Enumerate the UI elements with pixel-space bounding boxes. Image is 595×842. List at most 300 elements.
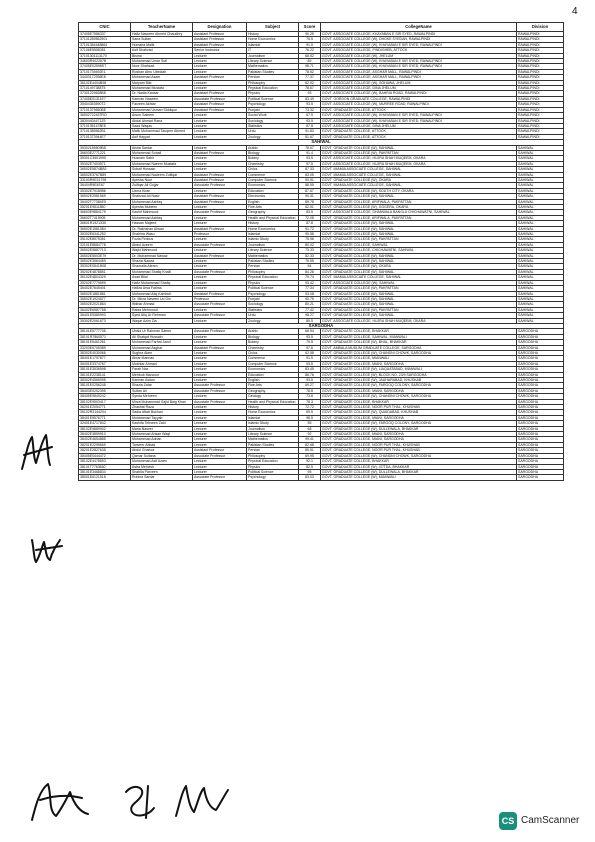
cell-score: 75.96 — [299, 237, 321, 242]
margin-signature-lower — [26, 532, 66, 568]
cell-teacher-name: Muhammad Asam — [131, 75, 193, 80]
cell-subject: Biology — [247, 334, 299, 339]
cell-cnic: 36402T77384E5 — [79, 199, 131, 204]
cell-score: 93.5 — [299, 378, 321, 383]
cell-teacher-name: Mehbub Manzoor — [131, 372, 193, 377]
cell-cnic: 36201E2054771 — [79, 405, 131, 410]
cell-designation: Lecturer — [193, 350, 247, 355]
cell-score: 62.58 — [299, 350, 321, 355]
cell-designation: Lecturer — [193, 59, 247, 64]
cell-subject: Islamic Study — [247, 421, 299, 426]
cell-designation: Lecturer — [193, 129, 247, 134]
cell-division: SARGODHA — [517, 437, 564, 442]
cell-cnic: 32401E4717842 — [79, 421, 131, 426]
cell-teacher-name: Dr. Rakhshan Ahsan — [131, 226, 193, 231]
cell-division: SARGODHA — [517, 372, 564, 377]
cell-cnic: 36502E3767B89 — [79, 172, 131, 177]
cell-subject: Philosophy — [247, 269, 299, 274]
cell-designation: Associate Professor — [193, 96, 247, 101]
cell-college-name: GOVT. GRADUATE COLLEGE, ATTOCK — [321, 134, 517, 139]
cell-teacher-name: Maria Naseer — [131, 426, 193, 431]
cell-division: RAWALPINDI — [517, 113, 564, 118]
cell-teacher-name: Asba Mehvish — [131, 464, 193, 469]
cell-cnic: 37101354448864 — [79, 42, 131, 47]
cell-subject: Mathematics — [247, 437, 299, 442]
cell-score: 87.5 — [299, 123, 321, 128]
cell-division: RAWALPINDI — [517, 102, 564, 107]
cell-cnic: 36502E5503E79 — [79, 253, 131, 258]
cell-designation: Associate Professor — [193, 399, 247, 404]
cell-subject: Sociology — [247, 118, 299, 123]
cell-designation: Lecturer — [193, 280, 247, 285]
cell-subject: Computer Science — [247, 177, 299, 182]
cell-subject: Home Economics — [247, 226, 299, 231]
cell-college-name: GOVT. GRADUATE COLLEGE (W), LIAQUATABAD, MIANWALI — [321, 367, 517, 372]
cell-college-name: GOVT. ASSOCIATE COLLEGE, HUJRA SHAH MUQEEM, OKARA — [321, 161, 517, 166]
cell-college-name: GOVT. GRADUATE COLLEGE (W), MIANWALI — [321, 475, 517, 480]
cell-cnic: 38101E3468834 — [79, 469, 131, 474]
cell-score: 91.83 — [299, 129, 321, 134]
cell-cnic: 36502E1881881 — [79, 291, 131, 296]
cell-teacher-name: Muhammad Umar Sufi — [131, 59, 193, 64]
cell-teacher-name: Mirza Muhammad Sajid Baig Khan — [131, 399, 193, 404]
header-college-name: CollegeName — [321, 23, 517, 32]
cell-division: SAHIWAL — [517, 221, 564, 226]
cell-college-name: GOVT. GRADUATE COLLEGE, MIANI, SARGODHA — [321, 388, 517, 393]
cell-subject: Pakistan Studies — [247, 442, 299, 447]
cell-designation: Lecturer — [193, 340, 247, 345]
cell-cnic: 36502E1581084 — [79, 226, 131, 231]
cell-subject: Commerce — [247, 172, 299, 177]
cell-cnic: 38201E2295669 — [79, 442, 131, 447]
cell-score: 91.5 — [299, 356, 321, 361]
cell-division: RAWALPINDI — [517, 96, 564, 101]
cell-designation: Assistant Professor — [193, 226, 247, 231]
cell-score: 93.5 — [299, 118, 321, 123]
cell-score: 82.5 — [299, 464, 321, 469]
cell-teacher-name: Muhammad Asghar — [131, 345, 193, 350]
cell-subject: English — [247, 199, 299, 204]
cell-college-name: GOVT. GRADUATE COLLEGE (W), BHAL, BHAKKAR — [321, 340, 517, 345]
cell-college-name: GOVT. GRADUATE COLLEGE, MIANI, SARGODHA — [321, 361, 517, 366]
cell-division: SARGODHA — [517, 405, 564, 410]
cell-cnic: 38201E2827635 — [79, 448, 131, 453]
cell-cnic: 38402E3859910 — [79, 432, 131, 437]
cell-division: SARGODHA — [517, 345, 564, 350]
cell-designation: Senior Instructor — [193, 48, 247, 53]
cell-division: SARGODHA — [517, 383, 564, 388]
cell-college-name: GOVT. ASSOCIATE COLLEGE, KHAYABAN E SIR SYED, RAWALPINDI — [321, 32, 517, 37]
cell-division: RAWALPINDI — [517, 64, 564, 69]
cell-designation: Assistant Professor — [193, 91, 247, 96]
cell-college-name: GOVT. GRADUATE COLLEGE, ATTOCK — [321, 129, 517, 134]
cell-subject: Mathematics — [247, 64, 299, 69]
cell-cnic: 35201E9811850 — [79, 205, 131, 210]
cell-cnic: 38102E9503417 — [79, 399, 131, 404]
cell-division: SAHIWAL — [517, 259, 564, 264]
cell-teacher-name: Roshan Abru Ubeidah — [131, 69, 193, 74]
cell-teacher-name: Muhammad Usman Siddique — [131, 107, 193, 112]
cell-division: RAWALPINDI — [517, 48, 564, 53]
cell-division: SAHIWAL — [517, 318, 564, 323]
cell-score: 79.5 — [299, 340, 321, 345]
cell-designation: Lecturer — [193, 123, 247, 128]
cell-division: SARGODHA — [517, 367, 564, 372]
cell-designation: Lecturer — [193, 405, 247, 410]
cell-cnic: 37101351478E5 — [79, 123, 131, 128]
cell-cnic: 36502E5887713 — [79, 248, 131, 253]
cell-teacher-name: Sadia Aftab Bukhari — [131, 410, 193, 415]
cell-designation: Lecturer — [193, 286, 247, 291]
cell-cnic: 36102E4404B08 — [79, 80, 131, 85]
cell-score: 78.67 — [299, 86, 321, 91]
cell-cnic: 35302E7403571 — [79, 161, 131, 166]
cell-designation: Assistant Professor — [193, 253, 247, 258]
cell-division: SAHIWAL — [517, 242, 564, 247]
cell-subject: Physical Education — [247, 275, 299, 280]
cell-subject: Psychology — [247, 102, 299, 107]
cell-score: 85.51 — [299, 448, 321, 453]
cell-subject: Journalism — [247, 426, 299, 431]
cell-division: SAHIWAL — [517, 161, 564, 166]
cell-subject: Islamiat — [247, 232, 299, 237]
cell-designation: Assistant Professor — [193, 194, 247, 199]
cell-score: 98.5 — [299, 415, 321, 420]
cell-cnic: 37101373944E7 — [79, 134, 131, 139]
cell-designation: Lecturer — [193, 80, 247, 85]
cell-college-name: GOVT. GRADUATE COLLEGE, ARIFWALA, PAKPATTAN — [321, 215, 517, 220]
cell-score: 78.67 — [299, 145, 321, 150]
cell-designation: Associate Professor — [193, 453, 247, 458]
cell-subject: History — [247, 221, 299, 226]
cell-subject: Journalism — [247, 53, 299, 58]
cell-teacher-name: Rabia Mehmood — [131, 307, 193, 312]
cell-division: SARGODHA — [517, 464, 564, 469]
cell-designation: Assistant Professor — [193, 37, 247, 42]
cell-cnic: 37405E7586337 — [79, 32, 131, 37]
cell-subject: Urdu — [247, 313, 299, 318]
cell-score: 79.74 — [299, 275, 321, 280]
cell-college-name: GOVT. ASSOCIATE COLLEGE (W), KHAYABAN E SIR SYED, RAWALPINDI — [321, 118, 517, 123]
cell-cnic: 36402E6587758 — [79, 307, 131, 312]
cell-score: 91.72 — [299, 226, 321, 231]
cell-score: 93.08 — [299, 291, 321, 296]
cell-designation: Lecturer — [193, 426, 247, 431]
cell-cnic: 35202E4878851 — [79, 269, 131, 274]
cell-designation: Lecturer — [193, 437, 247, 442]
cell-teacher-name: Muhammad Tayyab — [131, 415, 193, 420]
cell-college-name: GOVT. IMAMIA ASSOCIATE COLLEGE, SAHIWAL — [321, 183, 517, 188]
cell-designation: Lecturer — [193, 69, 247, 74]
cell-subject: Zoology — [247, 318, 299, 323]
cell-college-name: GOVT. GRADUATE COLLEGE (W), JAUHARABAD, KHUSHAB — [321, 378, 517, 383]
cell-college-name: GOVT. GRADUATE COLLEGE (W), SAHIWAL — [321, 259, 517, 264]
cell-cnic: 35404353590T2 — [79, 102, 131, 107]
cell-score: 73.8 — [299, 394, 321, 399]
cell-score: 90.91 — [299, 177, 321, 182]
cell-division: RAWALPINDI — [517, 75, 564, 80]
cell-teacher-name: Farzeen Akhtar — [131, 102, 193, 107]
cell-score: 91.4 — [299, 150, 321, 155]
cell-teacher-name: Hafiz Nasreen Ahmed Chaudhry — [131, 32, 193, 37]
cell-cnic: 36502722437RO — [79, 113, 131, 118]
cell-score: 89 — [299, 59, 321, 64]
cell-score: 81.67 — [299, 134, 321, 139]
header-cnic: CNIC — [79, 23, 131, 32]
cell-designation: Lecturer — [193, 237, 247, 242]
cell-subject: Pakistan Studies — [247, 259, 299, 264]
cell-college-name: GOVT. GRADUATE COLLEGE (W), 47/TDA, BHAKKAR — [321, 464, 517, 469]
cell-teacher-name: Ubaid Ur Rahman Samer — [131, 329, 193, 334]
cell-score: 90.25 — [299, 32, 321, 37]
cell-division: SAHIWAL — [517, 156, 564, 161]
cell-college-name: GOVT. GRADUATE COLLEGE (W), SAHIWAL — [321, 232, 517, 237]
cell-designation: Associate Professor — [193, 313, 247, 318]
cell-teacher-name: Qamar Sultana — [131, 453, 193, 458]
cell-division: SARGODHA — [517, 388, 564, 393]
cell-teacher-name: Muhammad Ashfaq — [131, 199, 193, 204]
cell-subject: Urdu — [247, 129, 299, 134]
cell-subject: Fine Arts — [247, 205, 299, 210]
cell-subject: Education — [247, 372, 299, 377]
cell-score: 76.55 — [299, 259, 321, 264]
cell-division: SARGODHA — [517, 448, 564, 453]
cell-designation: Lecturer — [193, 53, 247, 58]
cell-division: RAWALPINDI — [517, 86, 564, 91]
cell-subject: Zoology — [247, 134, 299, 139]
cell-teacher-name: Aisha Sardar — [131, 145, 193, 150]
cell-division: SAHIWAL — [517, 205, 564, 210]
cell-designation: Assistant Professor — [193, 345, 247, 350]
cell-college-name: GOVT. ASSOCIATE COLLEGE, DINA JHELUM — [321, 86, 517, 91]
cell-subject: Sociology — [247, 302, 299, 307]
merit-list-table — [78, 22, 564, 481]
cell-teacher-name: Hafiz Muhammad Shafiq — [131, 280, 193, 285]
cell-cnic: 35102E8575351 — [79, 237, 131, 242]
cell-cnic: 38401E1797877 — [79, 356, 131, 361]
cell-cnic: 36404R9E4E67 — [79, 183, 131, 188]
cell-cnic: 36601R1921335 — [79, 221, 131, 226]
cell-college-name: GOVT. ASSOCIATE COLLEGE (W), SAHIWAL — [321, 280, 517, 285]
cell-teacher-name: Kashifa Tehseen Zaid — [131, 421, 193, 426]
cell-subject: Electronics — [247, 194, 299, 199]
cell-subject: Islamic Study — [247, 237, 299, 242]
cell-subject: Geography — [247, 388, 299, 393]
cell-teacher-name: Zhashat Raza — [131, 405, 193, 410]
cell-subject: Botany — [247, 156, 299, 161]
cell-score: 83.45 — [299, 367, 321, 372]
cell-score: 72.08 — [299, 215, 321, 220]
cell-subject: Arabic — [247, 329, 299, 334]
bottom-signature-3 — [170, 776, 232, 824]
cell-college-name: GOVT. GRADUATE COLLEGE, BHAKKAR — [321, 399, 517, 404]
cell-college-name: GOVT. GRADUATE COLLEGE (W), DULLEWALA, BHAKKAR — [321, 426, 517, 431]
cell-subject: Mathematics — [247, 253, 299, 258]
cell-score: 54 — [299, 264, 321, 269]
cell-score: 87.33 — [299, 167, 321, 172]
cell-college-name: GOVT. ASSOCIATE COLLEGE (W), JHELUM — [321, 53, 517, 58]
cell-score: 93.5 — [299, 361, 321, 366]
cell-score: 89.78 — [299, 199, 321, 204]
cell-teacher-name: Shamaila Akram — [131, 264, 193, 269]
cell-teacher-name: Sultan Ali — [131, 388, 193, 393]
cell-designation: Assistant Professor — [193, 150, 247, 155]
cell-teacher-name: Abdul Azeem — [131, 242, 193, 247]
cell-cnic: 36502E2581569 — [79, 194, 131, 199]
cell-subject: Persian — [247, 448, 299, 453]
cell-cnic: 38405E0444472 — [79, 453, 131, 458]
cell-cnic: 38101E5777735 — [79, 329, 131, 334]
cell-division: SAHIWAL — [517, 150, 564, 155]
cell-subject: Geology — [247, 394, 299, 399]
cell-college-name: GOVT. GRADUATE COLLEGE (W), PAKPATTAN — [321, 286, 517, 291]
cell-teacher-name: Humaira Malik — [131, 42, 193, 47]
cell-college-name: GOVT. GRADUATE COLLEGE (W), CHANDNI CHOWK, SARGODHA — [321, 394, 517, 399]
cell-teacher-name: Mukhtar Ahmad — [131, 361, 193, 366]
cell-score: 82.68 — [299, 442, 321, 447]
cell-college-name: GOVT. GRADUATE COLLEGE, MIANWALI — [321, 356, 517, 361]
cell-teacher-name: Sohail Hussain — [131, 167, 193, 172]
cell-cnic: 34603R402267B — [79, 59, 131, 64]
cell-designation: Assistant Professor — [193, 291, 247, 296]
cell-subject: Botany — [247, 340, 299, 345]
cell-college-name: GOVT. IMAMIA ASSOCIATE COLLEGE, SAHIWAL — [321, 275, 517, 280]
cell-division: SAHIWAL — [517, 253, 564, 258]
cell-cnic: 36603E9884179 — [79, 210, 131, 215]
cell-division: RAWALPINDI — [517, 59, 564, 64]
cell-college-name: GOVT. GRADUATE COLLEGE, CHICHAWATNI, SAHIWAL — [321, 248, 517, 253]
cell-division: RAWALPINDI — [517, 37, 564, 42]
cell-cnic: 36502E2021864 — [79, 302, 131, 307]
cell-cnic: 34403172936E8 — [79, 75, 131, 80]
cell-college-name: GOVT. ASSOCIATE COLLEGE (W), KHAYABAN E SIR SYED, RAWALPINDI — [321, 42, 517, 47]
cell-score: 69.95 — [299, 453, 321, 458]
cell-score: 92.1 — [299, 459, 321, 464]
header-teacher-name: TeacherName — [131, 23, 193, 32]
cell-subject: Punjabi — [247, 107, 299, 112]
cell-cnic: 33203E6705389 — [79, 345, 131, 350]
cell-designation: Associate Professor — [193, 269, 247, 274]
cell-score: 68 — [299, 426, 321, 431]
cell-subject: English — [247, 378, 299, 383]
cell-teacher-name: Abrar Mannan — [131, 356, 193, 361]
cell-designation: Lecturer — [193, 361, 247, 366]
cell-teacher-name: Shahina Wasu — [131, 232, 193, 237]
cell-designation: Associate Professor — [193, 183, 247, 188]
cell-cnic: 38101E2238141 — [79, 372, 131, 377]
cell-subject: Statistics — [247, 123, 299, 128]
cell-college-name: GOVT. GRADUATE COLLEGE (W), DULLEWALA, BHAKKAR — [321, 469, 517, 474]
cell-cnic: 33100R9E31798 — [79, 177, 131, 182]
cell-teacher-name: Ayesha Noor — [131, 177, 193, 182]
cell-college-name: GOVT. GRADUATE COLLEGE (W), SAHIWAL — [321, 194, 517, 199]
cell-college-name: GOVT. ASSOCIATE COLLEGE (W), MURREE ROAD, RAWALPINDI — [321, 102, 517, 107]
cell-cnic: 38405E9849242 — [79, 394, 131, 399]
header-score: Score — [299, 23, 321, 32]
cell-teacher-name: Kamran Naseem — [131, 96, 193, 101]
cell-subject: Home Economics — [247, 410, 299, 415]
cell-college-name: GOVT. ASSOCIATE COLLEGE (W), KHAYABAN E SIR SYED, RAWALPINDI — [321, 64, 517, 69]
cell-score: 69.5 — [299, 410, 321, 415]
cell-college-name: GOVT. GRADUATE COLLEGE, BHAKKAR — [321, 329, 517, 334]
cell-teacher-name: Abdul Ghafoor — [131, 448, 193, 453]
cell-score: 69.27 — [299, 383, 321, 388]
cell-teacher-name: Wajid Mahmood — [131, 248, 193, 253]
cell-division: RAWALPINDI — [517, 107, 564, 112]
cell-division: RAWALPINDI — [517, 134, 564, 139]
cell-teacher-name: Shahzad Ali Nasir — [131, 194, 193, 199]
cell-cnic: 36401E3374767 — [79, 361, 131, 366]
cell-cnic: 36502E1924577 — [79, 296, 131, 301]
cell-score: 82.33 — [299, 253, 321, 258]
cell-college-name: GOVT. GRADUATE COLLEGE (W), SAHIWAL — [321, 269, 517, 274]
header-division: Division — [517, 23, 564, 32]
cell-college-name: GOVT. GRADUATE COLLEGE, NOOR PUR THAL, KHUSHAB — [321, 405, 517, 410]
cell-designation: Lecturer — [193, 118, 247, 123]
cell-college-name: GOVT. GRADUATE COLLEGE, ATTOCK — [321, 107, 517, 112]
cell-score: 92 — [299, 432, 321, 437]
cell-designation: Lecturer — [193, 167, 247, 172]
cell-subject: Political Science — [247, 96, 299, 101]
cell-division: SARGODHA — [517, 415, 564, 420]
cell-score: 77.42 — [299, 307, 321, 312]
cell-division: RAWALPINDI — [517, 42, 564, 47]
cell-teacher-name: Kamran Aslam — [131, 378, 193, 383]
cell-college-name: GOVT. GRADUATE COLLEGE (W), SAHIWAL — [321, 226, 517, 231]
cell-cnic: 36502E3564459 — [79, 259, 131, 264]
cell-cnic: 38403E0252395 — [79, 388, 131, 393]
cell-teacher-name: Dr. Mirza Naveen Ud Din — [131, 296, 193, 301]
cell-college-name: GOVT. ASSOCIATE COLLEGE, DINA JHELUM — [321, 123, 517, 128]
cell-college-name: GOVT. GRADUATE COLLEGE, MIANI, SARGODHA — [321, 415, 517, 420]
table-row — [79, 475, 564, 480]
cell-division: SAHIWAL — [517, 307, 564, 312]
cell-designation: Assistant Professor — [193, 448, 247, 453]
cell-division: SAHIWAL — [517, 145, 564, 150]
cell-subject: Physics — [247, 91, 299, 96]
cell-designation: Associate Professor — [193, 475, 247, 480]
cell-cnic: 37301229628B8 — [79, 91, 131, 96]
cell-subject: Library Science — [247, 432, 299, 437]
cell-designation: Assistant Professor — [193, 102, 247, 107]
cell-designation: Lecturer — [193, 459, 247, 464]
cell-division: RAWALPINDI — [517, 80, 564, 85]
cell-designation: Assistant Professor — [193, 172, 247, 177]
cell-designation: Assistant Professor — [193, 199, 247, 204]
cell-college-name: GOVT. ASSOCIATE COLLEGE, HUJRA SHAH MUQEEM, OKARA — [321, 318, 517, 323]
cell-designation: Assistant Professor — [193, 75, 247, 80]
cell-subject: Chemistry — [247, 161, 299, 166]
division-section-label: SAHIWAL — [79, 140, 564, 145]
camscanner-logo-icon: CS — [499, 812, 517, 830]
cell-subject: Computer Science — [247, 361, 299, 366]
cell-designation: Lecturer — [193, 145, 247, 150]
cell-college-name: GOVT. GRADUATE COLLEGE, MIANI, SARGODHA — [321, 432, 517, 437]
header-subject: Subject — [247, 23, 299, 32]
cell-designation: Lecturer — [193, 307, 247, 312]
cell-division: SAHIWAL — [517, 248, 564, 253]
cell-cnic: 38302E4565095 — [79, 378, 131, 383]
cell-teacher-name: Muhammad Farhat Jamil — [131, 340, 193, 345]
cell-teacher-name: Kashif Mahmood — [131, 210, 193, 215]
cell-cnic: 38101E5461261 — [79, 340, 131, 345]
cell-score: 97.5 — [299, 161, 321, 166]
cell-college-name: GOVT. GRADUATE COLLEGE, MIANI, SARGODHA — [321, 437, 517, 442]
cell-designation: Lecturer — [193, 356, 247, 361]
cell-college-name: GOVT. ASSOCIATE COLLEGE, ASGHAR MALL, RAWALPINDI — [321, 69, 517, 74]
cell-college-name: GOVT. GRADUATE COLLEGE (W), FAROOQ COLONY, SARGODHA — [321, 383, 517, 388]
cell-cnic: 37405E02598ST — [79, 64, 131, 69]
